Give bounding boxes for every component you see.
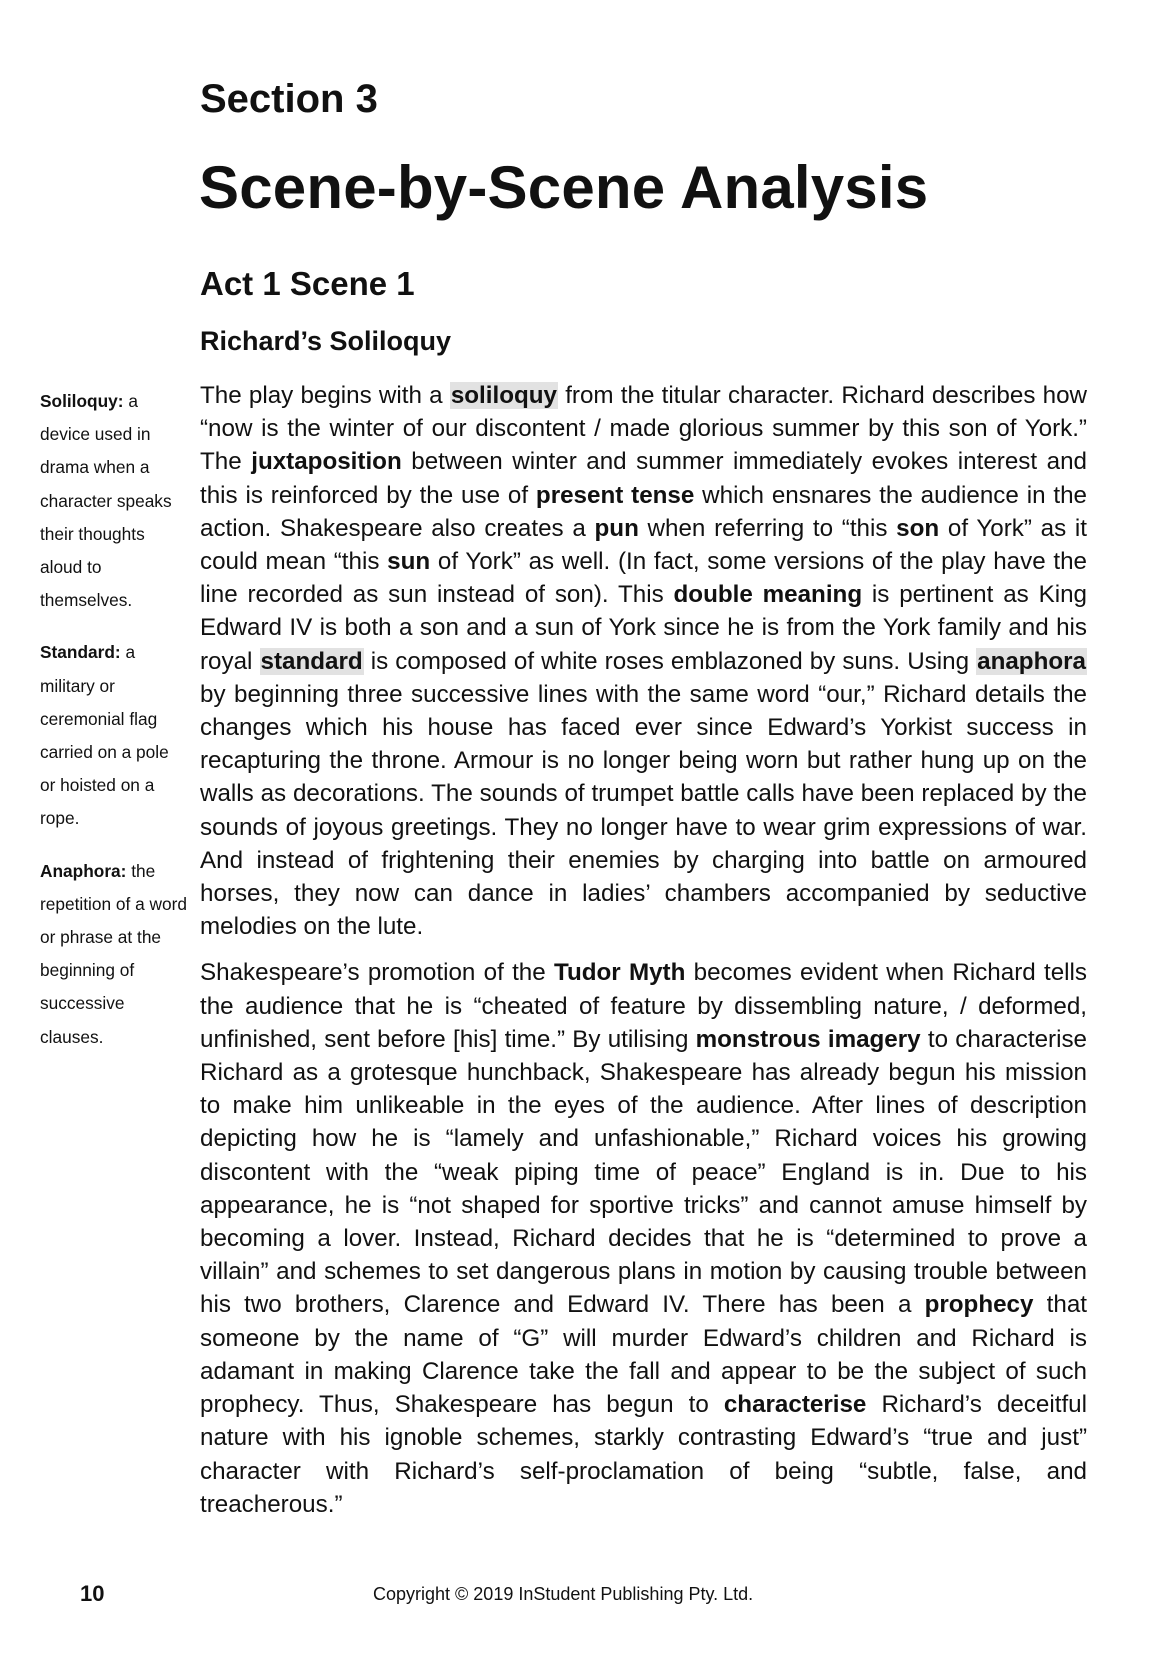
paragraph-2	[200, 956, 1087, 1520]
glossary-sidebar	[40, 385, 188, 1073]
glossary-entry-standard	[40, 636, 188, 835]
key-term-standard: standard	[260, 647, 363, 675]
text-run: of York” as well. (In fact, some versions of the play have the line recorded as sun instead of son). This	[200, 548, 1087, 609]
text-run: is pertinent as King Edward IV is both a son and a sun of York since he is from the York family and his royal	[200, 581, 1087, 675]
key-term-pun: pun	[594, 514, 639, 542]
key-term-characterise: characterise	[723, 1391, 867, 1419]
text-run: is composed of white roses emblazoned by suns. Using	[363, 647, 977, 675]
key-term-present-tense: present tense	[535, 481, 695, 509]
text-run: which ensnares the audience in the action. Shakespeare also creates a	[200, 481, 1087, 542]
key-term-tudor-myth: Tudor Myth	[553, 959, 686, 987]
text-run: to characterise Richard as a grotesque hunchback, Shakespeare has already begun his mission to make him unlikeable in the eyes of the audience. After lines of description depicting how he is “lamely and unfashionable,” Richard voices his growing discontent with the “weak piping time of peace” England is in. Due to his appearance, he is “not shaped for sportive tricks” and cannot amuse himself by becoming a lover. Instead, Richard decides that he is “determined to prove a villain” and schemes to set dangerous plans in motion by causing trouble between his two brothers, Clarence and Edward IV. There has been a	[200, 1025, 1088, 1319]
text-run: becomes evident when Richard tells the audience that he is “cheated of feature by dissembling nature, / deformed, unfinished, sent before [his] time.” By utilising	[200, 959, 1087, 1053]
body-text	[200, 379, 1087, 1534]
page-title: Scene-by-Scene Analysis	[199, 154, 929, 221]
text-run: between winter and summer immediately evokes interest and this is reinforced by the use of	[200, 448, 1087, 509]
act-heading: Act 1 Scene 1	[200, 265, 415, 302]
glossary-definition: a device used in drama when a character speaks their thoughts aloud to themselves.	[40, 391, 172, 611]
key-term-monstrous-imagery: monstrous imagery	[695, 1025, 921, 1053]
key-term-prophecy: prophecy	[924, 1291, 1034, 1319]
text-run: when referring to “this	[638, 514, 897, 542]
copyright-notice: Copyright © 2019 InStudent Publishing Pty. Ltd.	[373, 1584, 754, 1604]
section-label: Section 3	[200, 77, 378, 121]
key-term-anaphora: anaphora	[977, 647, 1086, 675]
text-run: by beginning three successive lines with the same word “our,” Richard details the changes which his house has faced ever since Edward’s Yorkist success in recapturing the throne. Armour is no longer being worn but rather hung up on the walls as decorations. The sounds of trumpet battle calls have been replaced by the sounds of joyous greetings. They no longer have to wear grim expressions of war. And instead of frightening their enemies by charging into battle on armoured horses, they now can dance in ladies’ chambers accompanied by seductive melodies on the lute.	[200, 680, 1087, 941]
key-term-son: son	[896, 514, 940, 542]
glossary-definition: the repetition of a word or phrase at the beginning of successive clauses.	[40, 860, 187, 1047]
glossary-term: Anaphora:	[40, 860, 127, 881]
text-run: Shakespeare’s promotion of the	[200, 959, 554, 987]
glossary-term: Soliloquy:	[40, 391, 124, 411]
glossary-entry-anaphora	[40, 855, 188, 1054]
page-number: 10	[80, 1581, 105, 1606]
glossary-entry-soliloquy	[40, 385, 188, 617]
sub-heading: Richard’s Soliloquy	[200, 326, 452, 356]
glossary-term: Standard:	[40, 642, 121, 663]
text-run: Richard’s deceitful nature with his ignoble schemes, starkly contrasting Edward’s “true and just” character with Richard’s self-proclamation of being “subtle, false, and treacherous.”	[200, 1391, 1087, 1518]
text-run: The play begins with a	[200, 382, 450, 409]
text-run: that someone by the name of “G” will murder Edward’s children and Richard is adamant in making Clarence take the fall and appear to be the subject of such prophecy. Thus, Shakespeare has begun to	[200, 1291, 1087, 1419]
key-term-sun: sun	[387, 548, 431, 576]
key-term-soliloquy: soliloquy	[450, 382, 557, 409]
glossary-definition: a military or ceremonial flag carried on a pole or hoisted on a rope.	[40, 642, 169, 829]
key-term-juxtaposition: juxtaposition	[251, 448, 402, 476]
paragraph-1	[200, 379, 1087, 943]
text-run: from the titular character. Richard describes how “now is the winter of our discontent / made glorious summer by this son of York.” The	[200, 382, 1087, 476]
text-run: of York” as it could mean “this	[200, 514, 1087, 576]
key-term-double-meaning: double meaning	[673, 581, 863, 609]
